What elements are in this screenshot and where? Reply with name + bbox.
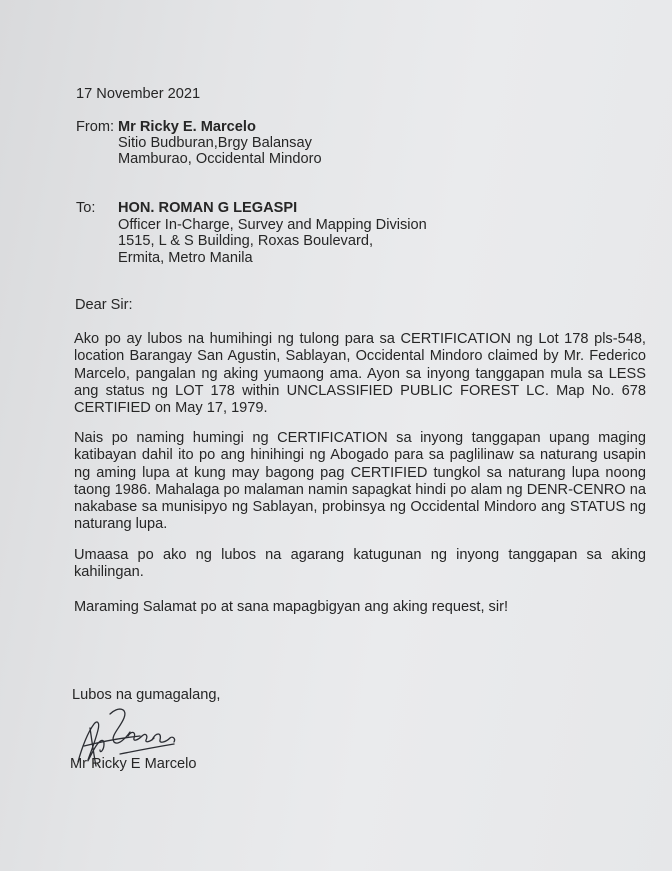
recipient-address-line: Ermita, Metro Manila	[118, 250, 253, 266]
from-label: From:	[76, 119, 115, 135]
signatory-name: Mr Ricky E Marcelo	[70, 756, 197, 772]
body-paragraph: Maraming Salamat po at sana mapagbigyan ang aking request, sir!	[74, 599, 509, 615]
recipient-address-line: 1515, L & S Building, Roxas Boulevard,	[118, 233, 374, 249]
body-paragraph: Nais po naming humingi ng CERTIFICATION sa inyong tanggapan upang maging katibayan dahil ito po ang hinihingi ng Abogado para sa paglilinaw sa naturang usapin ng aming lupa at kung may bagong pag CERTIFIED tungkol sa naturang lupa noong taong 1986. Mahalaga po malaman namin sapagkat hindi po alam ng DENR-CENRO na nakabase sa munisipyo ng Sablayan, probinsya ng Occidental Mindoro ang STATUS ng naturang lupa.	[74, 430, 646, 533]
salutation: Dear Sir:	[75, 297, 133, 313]
recipient-address-line: Officer In-Charge, Survey and Mapping Division	[118, 217, 427, 233]
letter-date: 17 November 2021	[76, 86, 201, 102]
sender-name: Mr Ricky E. Marcelo	[118, 119, 256, 135]
body-paragraph: Ako po ay lubos na humihingi ng tulong para sa CERTIFICATION ng Lot 178 pls-548, location Barangay San Agustin, Sablayan, Occidental Mindoro claimed by Mr. Federico Marcelo, pangalan ng aking yumaong ama. Ayon sa inyong tanggapan mula sa LESS ang status ng LOT 178 within UNCLASSIFIED PUBLIC FOREST LC. Map No. 678 CERTIFIED on May 17, 1979.	[74, 331, 646, 417]
sender-address-line: Mamburao, Occidental Mindoro	[118, 151, 322, 167]
body-paragraph: Umaasa po ako ng lubos na agarang katugunan ng inyong tanggapan sa aking kahilingan.	[74, 547, 646, 581]
sender-address-line: Sitio Budburan,Brgy Balansay	[118, 135, 312, 151]
closing: Lubos na gumagalang,	[72, 687, 221, 703]
recipient-name: HON. ROMAN G LEGASPI	[118, 200, 298, 216]
to-label: To:	[76, 200, 96, 216]
